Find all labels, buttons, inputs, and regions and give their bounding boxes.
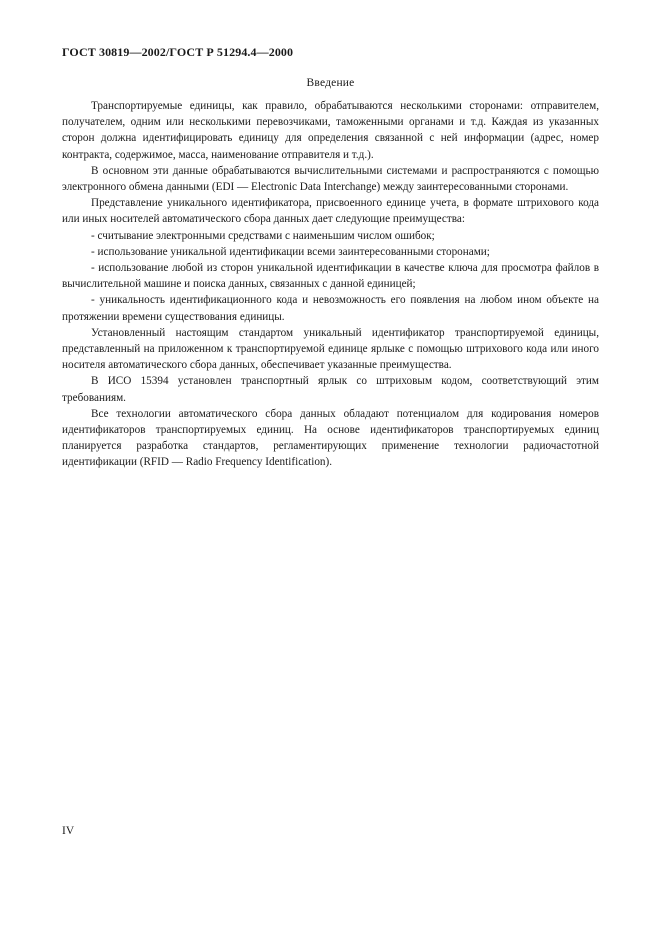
list-item-2: - использование уникальной идентификации всеми заинтересованными сторонами; — [91, 245, 490, 258]
list-item-4: - уникальность идентификационного кода и невозможность его появления на любом ином объекте на протяжении времени существования единицы. — [62, 294, 599, 323]
section-title: Введение — [306, 77, 355, 89]
standard-designation: ГОСТ 30819—2002/ГОСТ Р 51294.4—2000 — [62, 45, 294, 59]
paragraph-4: Установленный настоящим стандартом уникальный идентификатор транспортируемой единицы, представленный на приложенном к транспортируемой единице ярлыке с помощью штрихового кода или иного носителя автоматического сбора данных, обеспечивает указанные преимущества. — [62, 326, 599, 372]
introduction-body — [62, 98, 599, 471]
paragraph-5: В ИСО 15394 установлен транспортный ярлык со штриховым кодом, соответствующий этим требованиям. — [62, 375, 599, 404]
paragraph-6: Все технологии автоматического сбора данных обладают потенциалом для кодирования номеров идентификаторов транспортируемых единиц. На основе идентификаторов транспортируемых единиц планируется разработка стандартов, регламентирующих применение технологии радиочастотной идентификации (RFID — Radio Frequency Identification). — [62, 407, 599, 469]
list-item-1: - считывание электронными средствами с наименьшим числом ошибок; — [91, 229, 435, 242]
page-number: IV — [62, 825, 75, 837]
paragraph-1: Транспортируемые единицы, как правило, обрабатываются несколькими сторонами: отправителем, получателем, одним или несколькими перевозчиками, таможенными органами и т.д. Каждая из указанных сторон должна идентифицировать единицу для определения связанной с ней информации (адрес, номер контракта, содержимое, масса, наименование отправителя и т.д.). — [62, 100, 599, 161]
list-item-3: - использование любой из сторон уникальной идентификации в качестве ключа для просмотра файлов в вычислительной машине и поиска данных, связанных с данной единицей; — [62, 262, 599, 291]
paragraph-2: В основном эти данные обрабатываются вычислительными системами и распространяются с помощью электронного обмена данными (EDI — Electronic Data Interchange) между заинтересованными сторонами. — [62, 164, 599, 194]
paragraph-3: Представление уникального идентификатора, присвоенного единице учета, в формате штрихового кода или иных носителей автоматического сбора данных дает следующие преимущества: — [62, 197, 599, 226]
